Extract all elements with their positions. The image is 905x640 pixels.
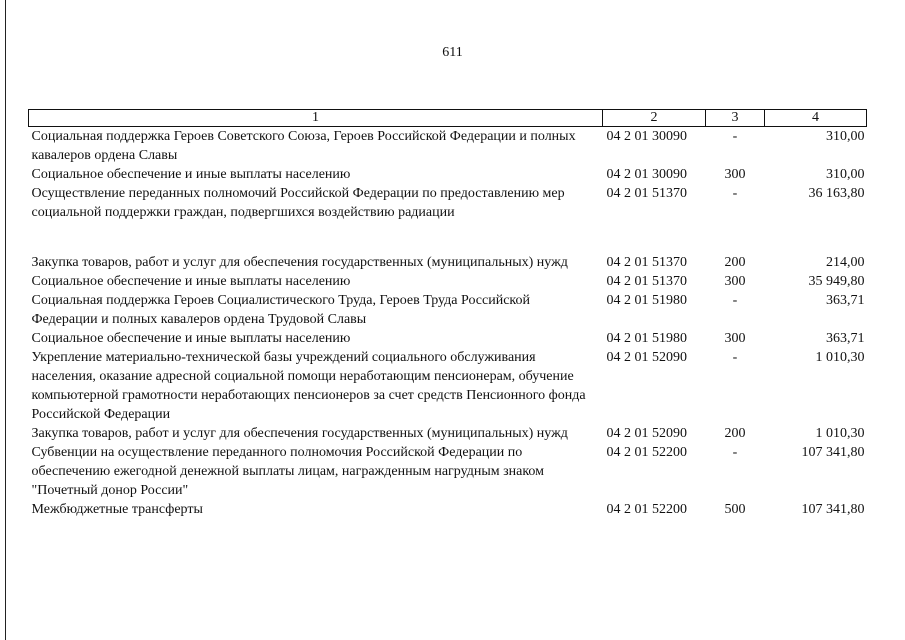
column-header-4: 4 <box>765 110 867 127</box>
table-row <box>29 253 867 272</box>
row-type: 500 <box>724 502 746 517</box>
row-type: 300 <box>724 167 746 182</box>
row-code: 04 2 01 30090 <box>606 129 687 144</box>
row-name: Социальное обеспечение и иные выплаты населению <box>31 274 351 289</box>
row-code: 04 2 01 51370 <box>606 255 687 270</box>
row-code: 04 2 01 30090 <box>606 167 687 182</box>
row-amount: 35 949,80 <box>808 274 865 289</box>
row-code: 04 2 01 51980 <box>606 293 687 308</box>
table-row <box>29 127 867 166</box>
row-amount: 107 341,80 <box>801 502 865 517</box>
row-type: - <box>732 293 738 308</box>
row-code: 04 2 01 51370 <box>606 274 687 289</box>
row-name: Осуществление переданных полномочий Российской Федерации по предоставлению мер социальной поддержки граждан, подвергшихся воздействию радиации <box>31 186 565 220</box>
table-row <box>29 184 867 222</box>
row-type: - <box>732 445 738 460</box>
table-row <box>29 424 867 443</box>
row-amount: 310,00 <box>826 167 865 182</box>
table-row <box>29 500 867 519</box>
row-type: 300 <box>724 331 746 346</box>
row-amount: 214,00 <box>826 255 865 270</box>
column-header-2: 2 <box>603 110 706 127</box>
table-row <box>29 165 867 184</box>
budget-table <box>28 109 867 519</box>
row-code: 04 2 01 51370 <box>606 186 687 201</box>
header-row <box>29 110 867 127</box>
column-header-1: 1 <box>29 110 603 127</box>
row-code: 04 2 01 52090 <box>606 426 687 441</box>
row-type: 200 <box>724 255 746 270</box>
table-row <box>29 329 867 348</box>
row-amount: 1 010,30 <box>815 426 865 441</box>
row-amount: 1 010,30 <box>815 350 865 365</box>
column-header-3: 3 <box>706 110 765 127</box>
row-name: Социальное обеспечение и иные выплаты населению <box>31 331 351 346</box>
row-name: Закупка товаров, работ и услуг для обеспечения государственных (муниципальных) нужд <box>31 255 568 270</box>
table-row <box>29 291 867 329</box>
row-type: 200 <box>724 426 746 441</box>
blank-spacer-row <box>29 222 867 253</box>
left-margin-rule <box>5 0 6 640</box>
row-name: Социальное обеспечение и иные выплаты населению <box>31 167 351 182</box>
row-type: - <box>732 129 738 144</box>
table-row <box>29 348 867 424</box>
table-row <box>29 443 867 500</box>
row-amount: 363,71 <box>826 293 865 308</box>
table-row <box>29 272 867 291</box>
row-amount: 107 341,80 <box>801 445 865 460</box>
row-code: 04 2 01 52200 <box>606 445 687 460</box>
row-amount: 310,00 <box>826 129 865 144</box>
row-code: 04 2 01 52200 <box>606 502 687 517</box>
row-name: Социальная поддержка Героев Советского Союза, Героев Российской Федерации и полных кавалеров ордена Славы <box>31 129 576 163</box>
row-code: 04 2 01 52090 <box>606 350 687 365</box>
page-number: 611 <box>442 45 463 60</box>
row-type: - <box>732 350 738 365</box>
row-amount: 363,71 <box>826 331 865 346</box>
row-name: Закупка товаров, работ и услуг для обеспечения государственных (муниципальных) нужд <box>31 426 568 441</box>
row-name: Социальная поддержка Героев Социалистического Труда, Героев Труда Российской Федерации и полных кавалеров ордена Трудовой Славы <box>31 293 531 327</box>
row-type: 300 <box>724 274 746 289</box>
row-type: - <box>732 186 738 201</box>
row-amount: 36 163,80 <box>808 186 865 201</box>
row-name: Межбюджетные трансферты <box>31 502 203 517</box>
row-name: Субвенции на осуществление переданного полномочия Российской Федерации по обеспечению ежегодной денежной выплаты лицам, награжденным нагрудным знаком "Почетный донор России" <box>31 445 545 498</box>
row-name: Укрепление материально-технической базы учреждений социального обслуживания населения, оказание адресной социальной помощи неработающим пенсионерам, обучение компьютерной грамотности неработающих пенсионеров за счет средств Пенсионного фонда Российской Федерации <box>31 350 586 422</box>
row-code: 04 2 01 51980 <box>606 331 687 346</box>
